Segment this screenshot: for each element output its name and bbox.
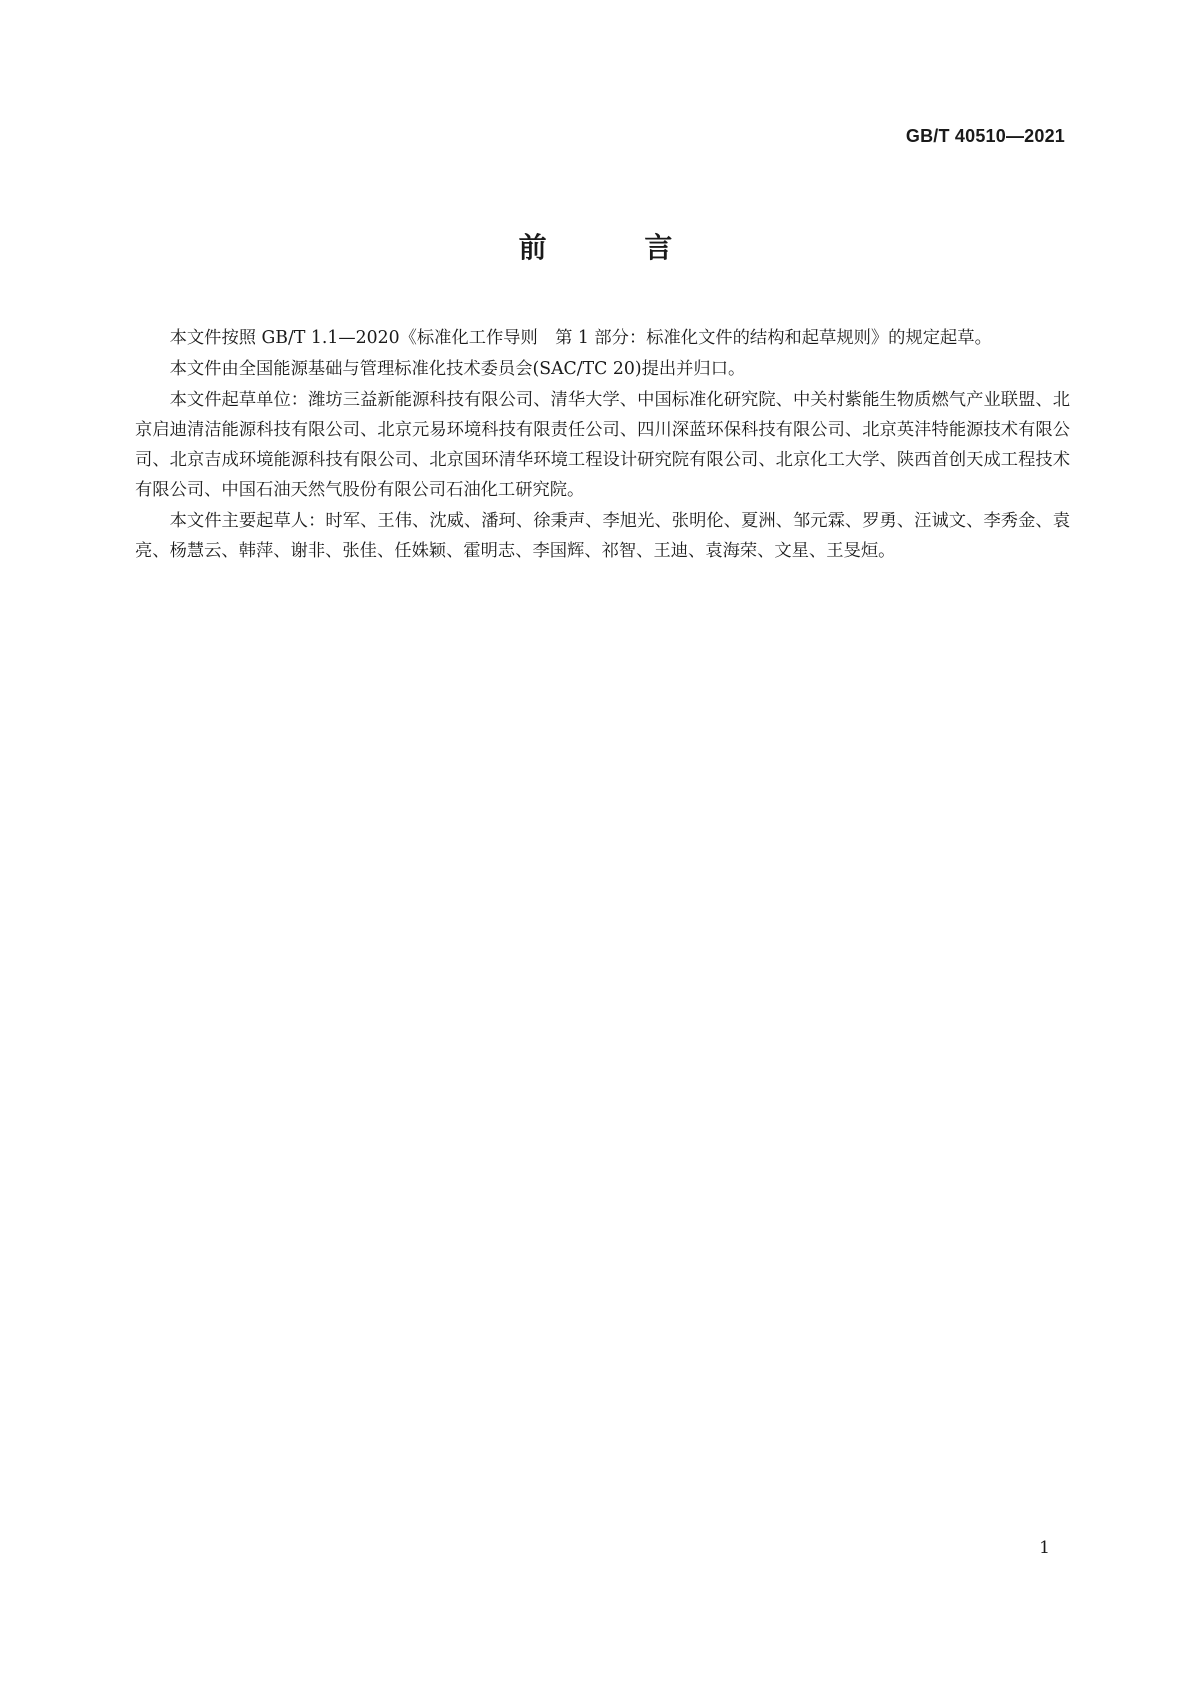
paragraph-drafting-units: 本文件起草单位：潍坊三益新能源科技有限公司、清华大学、中国标准化研究院、中关村紫能生物质燃气产业联盟、北京启迪清洁能源科技有限公司、北京元易环境科技有限责任公司、四川深蓝环保科技有限公司、北京英沣特能源技术有限公司、北京吉成环境能源科技有限公司、北京国环清华环境工程设计研究院有限公司、北京化工大学、陕西首创天成工程技术有限公司、中国石油天然气股份有限公司石油化工研究院。 [135,390,1070,500]
paragraph-proposer: 本文件由全国能源基础与管理标准化技术委员会(SAC/TC 20)提出并归口。 [169,359,746,379]
page-number: 1 [1039,1538,1050,1558]
paragraph-drafters: 本文件主要起草人：时军、王伟、沈威、潘珂、徐秉声、李旭光、张明伦、夏洲、邹元霖、罗勇、汪诚文、李秀金、袁亮、杨慧云、韩萍、谢非、张佳、任姝颖、霍明志、李国辉、祁智、王迪、袁海荣、文星、王旻烜。 [135,511,1070,561]
paragraph-drafting-rules: 本文件按照 GB/T 1.1—2020《标准化工作导则 第 1 部分：标准化文件的结构和起草规则》的规定起草。 [169,328,992,348]
page-title: 前 言 [518,231,717,264]
document-code: GB/T 40510—2021 [905,126,1065,146]
document-body [135,323,1070,567]
